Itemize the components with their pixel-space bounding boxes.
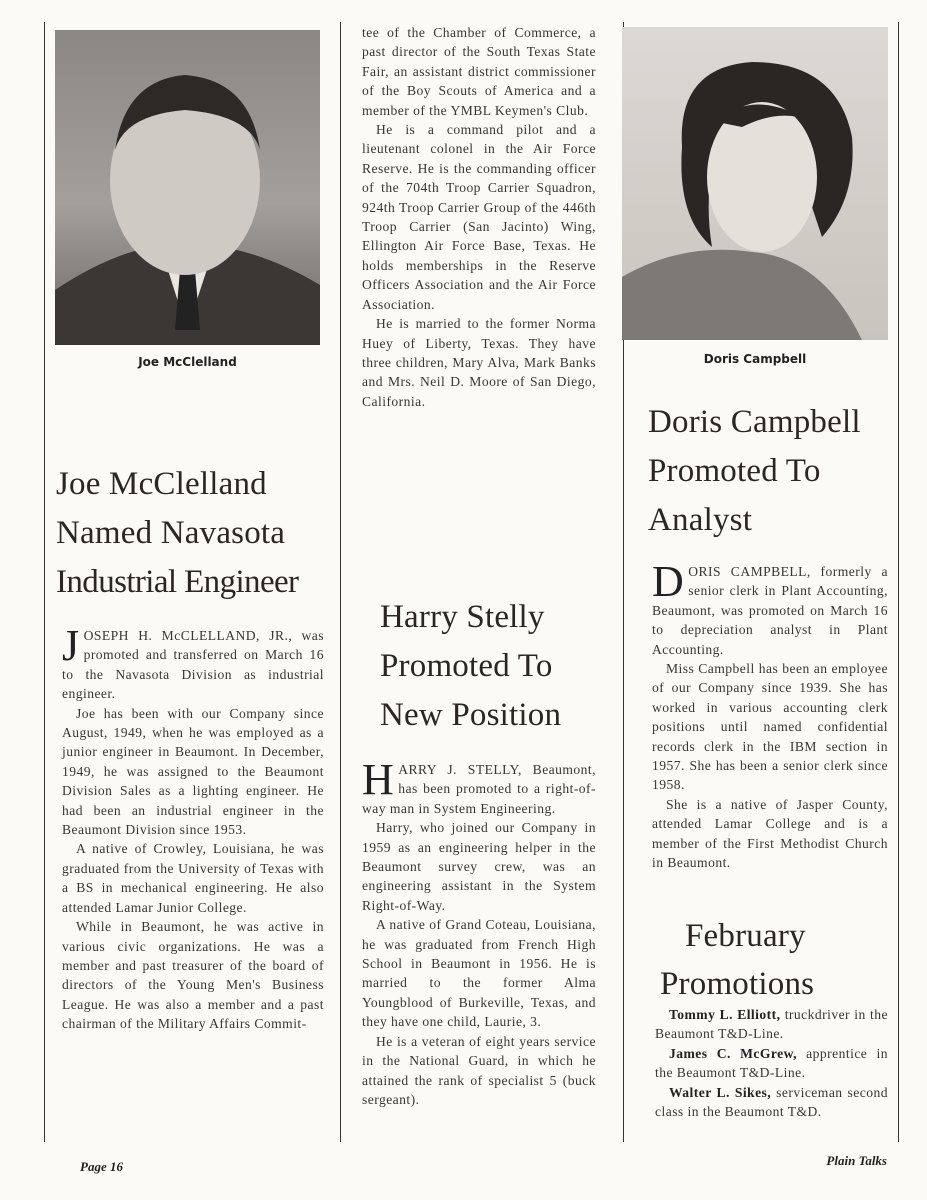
article-body-mcclelland: [62, 621, 324, 1034]
promotions-list: [655, 1005, 888, 1121]
paragraph: ARRY J. STELLY, Beaumont, has been promoted to a right-of-way man in System Engineering.: [362, 762, 596, 816]
column-rule: [898, 22, 899, 1142]
column-rule: [340, 22, 341, 1142]
headline-line: Doris Campbell: [648, 404, 861, 440]
paragraph: He is a veteran of eight years service in the National Guard, in which he attained the rank of specialist 5 (buck sergeant).: [362, 1033, 596, 1107]
photo-doris-campbell: [622, 27, 888, 340]
photo-joe-mcclelland: [55, 30, 320, 345]
headline-line: February: [685, 918, 806, 954]
headline-line: New Position: [380, 697, 562, 733]
headline-stelly: [380, 593, 600, 740]
headline-line: Industrial Engineer: [56, 564, 299, 600]
publication-name: Plain Talks: [826, 1153, 887, 1168]
drop-cap: H: [362, 755, 395, 804]
photo-caption: Doris Campbell: [703, 352, 807, 366]
headline-line: Analyst: [648, 502, 753, 538]
paragraph: ORIS CAMPBELL, formerly a senior clerk in Plant Accounting, Beaumont, was promoted on March 16 to depreciation analyst in Plant Accounting.: [652, 564, 888, 657]
headline-line: Joe McClelland: [56, 466, 267, 502]
headline-line: Promoted To: [648, 453, 821, 489]
paragraph: He is a command pilot and a lieutenant colonel in the Air Force Reserve. He is the commanding officer of the 704th Troop Carrier Squadron, 924th Troop Carrier Group of the 446th Troop Carrier (San Jacinto) Wing, Ellington Air Force Base, Texas. He holds memberships in the Reserve Officers Association and the Air Force Association.: [362, 122, 596, 312]
column-rule: [44, 22, 45, 1142]
paragraph: Miss Campbell has been an employee of our Company since 1939. She has worked in various accounting clerk positions until named confidential records clerk in the IBM section in 1957. She has been a senior clerk since 1958.: [652, 661, 888, 793]
headline-february-promotions: [660, 912, 890, 1008]
photo-caption: Joe McClelland: [138, 355, 237, 369]
promotion-text: apprentice in the Beaumont T&D-Line.: [655, 1045, 888, 1081]
headline-mcclelland: [56, 460, 336, 607]
promotion-item: [655, 1005, 888, 1044]
headline-line: Harry Stelly: [380, 599, 545, 635]
paragraph: Harry, who joined our Company in 1959 as an engineering helper in the Beaumont survey crew, was an engineering assistant in the System Right-of-Way.: [362, 820, 596, 913]
paragraph: OSEPH H. McCLELLAND, JR., was promoted and transferred on March 16 to the Navasota Division as industrial engineer.: [62, 628, 324, 702]
drop-cap: J: [62, 621, 80, 670]
paragraph: Joe has been with our Company since August, 1949, when he was employed as a junior engineer in Beaumont. In December, 1949, he was assigned to the Beaumont Division Sales as a lighting engineer. He had been an industrial engineer in the Beaumont Division since 1953.: [62, 705, 324, 838]
drop-cap: D: [652, 557, 685, 606]
promotion-name: Walter L. Sikes,: [669, 1084, 772, 1100]
paragraph: A native of Grand Coteau, Louisiana, he was graduated from French High School in Beaumont in 1956. He is married to the former Alma Youngblood of Burkeville, Texas, and they have one child, Laurie, 3.: [362, 917, 596, 1030]
paragraph: A native of Crowley, Louisiana, he was graduated from the University of Texas with a BS in mechanical engineering. He also attended Lamar Junior College.: [62, 841, 324, 915]
article-body-campbell: [652, 557, 888, 873]
promotion-text: serviceman second class in the Beaumont T&D.: [655, 1084, 888, 1120]
paragraph: While in Beaumont, he was active in various civic organizations. He was a member and past treasurer of the board of directors of the Young Men's Business League. He was also a member and a past chairman of the Military Affairs Commit-: [62, 919, 324, 1032]
paragraph: She is a native of Jasper County, attended Lamar College and is a member of the First Methodist Church in Beaumont.: [652, 796, 888, 871]
paragraph: tee of the Chamber of Commerce, a past director of the South Texas State Fair, an assistant district commissioner of the Boy Scouts of America and a member of the YMBL Keymen's Club.: [362, 25, 596, 118]
headline-line: Promotions: [660, 966, 815, 1002]
promotion-item: [655, 1083, 888, 1122]
page-number: Page 16: [80, 1159, 123, 1174]
promotion-item: [655, 1044, 888, 1083]
promotion-name: Tommy L. Elliott,: [669, 1007, 781, 1022]
headline-line: Promoted To: [380, 648, 553, 684]
promotion-text: truckdriver in the Beaumont T&D-Line.: [655, 1007, 888, 1042]
promotion-name: James C. McGrew,: [669, 1045, 797, 1061]
article-body-stelly: [362, 755, 596, 1109]
article-body-mcclelland-continued: [362, 23, 596, 411]
paragraph: He is married to the former Norma Huey of Liberty, Texas. They have three children, Mary Alva, Mark Banks and Mrs. Neil D. Moore of San Diego, California.: [362, 316, 596, 409]
headline-line: Named Navasota: [56, 515, 286, 551]
headline-campbell: [648, 398, 898, 545]
